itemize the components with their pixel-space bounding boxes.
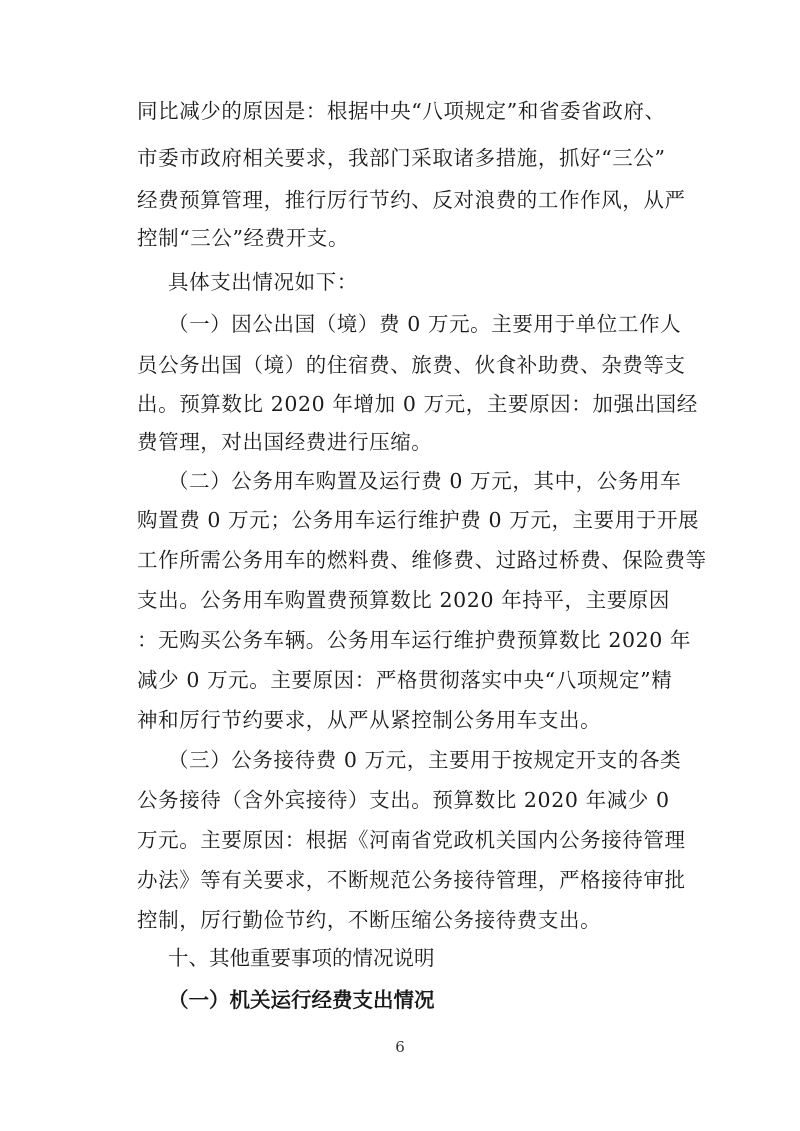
body-line: 工作所需公务用车的燃料费、维修费、过路过桥费、保险费等 (137, 548, 707, 572)
page-number: 6 (395, 1038, 405, 1056)
body-line: 费管理，对出国经费进行压缩。 (137, 430, 433, 454)
body-line: 控制“三公”经费开支。 (137, 226, 350, 250)
body-line: 神和厉行节约要求，从严从紧控制公务用车支出。 (137, 708, 602, 732)
sub-heading: （一）机关运行经费支出情况 (168, 988, 435, 1012)
body-line: 减少 0 万元。主要原因：严格贯彻落实中央“八项规定”精 (137, 668, 673, 692)
body-line: 出。预算数比 2020 年增加 0 万元，主要原因：加强出国经 (137, 392, 698, 416)
body-line: （二）公务用车购置及运行费 0 万元，其中，公务用车 (168, 469, 682, 493)
body-line: 办法》等有关要求，不断规范公务接待管理，严格接待审批 (137, 868, 686, 892)
body-line: 支出。公务用车购置费预算数比 2020 年持平，主要原因 (137, 588, 671, 612)
body-line: 购置费 0 万元；公务用车运行维护费 0 万元，主要用于开展 (137, 508, 700, 532)
body-line: 员公务出国（境）的住宿费、旅费、伙食补助费、杂费等支 (137, 353, 686, 377)
body-line: （三）公务接待费 0 万元，主要用于按规定开支的各类 (168, 748, 682, 772)
body-line: ：无购买公务车辆。公务用车运行维护费预算数比 2020 年 (137, 628, 692, 652)
body-line: 市委市政府相关要求，我部门采取诸多措施，抓好“三公” (137, 146, 666, 170)
body-line: 经费预算管理，推行厉行节约、反对浪费的工作作风，从严 (137, 188, 686, 212)
body-line: 万元。主要原因：根据《河南省党政机关国内公务接待管理 (137, 828, 686, 852)
body-line: 公务接待（含外宾接待）支出。预算数比 2020 年减少 0 (137, 788, 670, 812)
section-heading: 十、其他重要事项的情况说明 (168, 946, 435, 970)
body-line: 控制，厉行勤俭节约，不断压缩公务接待费支出。 (137, 908, 602, 932)
body-line: （一）因公出国（境）费 0 万元。主要用于单位工作人 (168, 312, 682, 336)
body-line: 同比减少的原因是：根据中央“八项规定”和省委省政府、 (137, 99, 666, 123)
body-line: 具体支出情况如下： (168, 270, 358, 294)
